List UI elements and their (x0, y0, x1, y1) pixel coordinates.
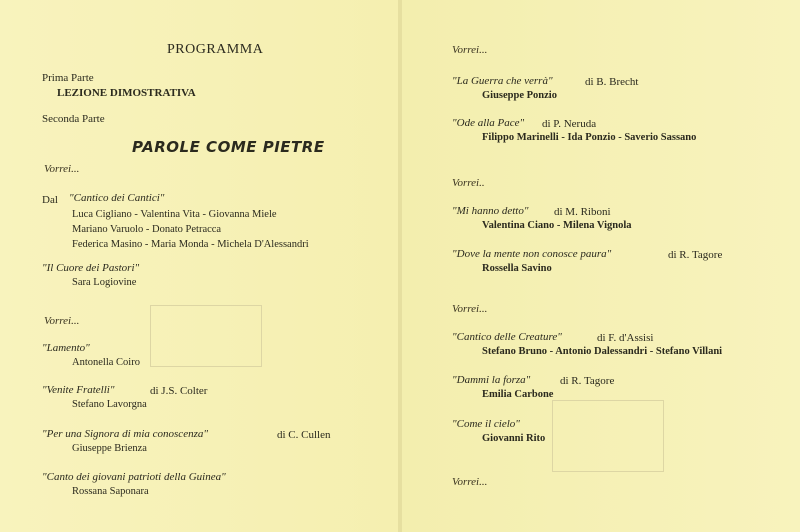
piece-author: di C. Cullen (277, 429, 331, 441)
program-heading: PROGRAMMA (167, 42, 264, 57)
piece-title: "Mi hanno detto" (452, 205, 529, 217)
right-page (402, 0, 800, 532)
dal-label: Dal (42, 194, 58, 206)
main-title: PAROLE COME PIETRE (132, 138, 325, 156)
vorrei-label: Vorrei... (452, 476, 488, 488)
performers: Sara Logiovine (72, 277, 137, 288)
performers: Rossana Saponara (72, 486, 149, 497)
performers: Antonella Coiro (72, 357, 140, 368)
piece-title: "Venite Fratelli" (42, 384, 115, 396)
piece-author: di P. Neruda (542, 118, 597, 130)
piece-title: "La Guerra che verrà" (452, 75, 553, 87)
piece-author: di M. Riboni (554, 206, 611, 218)
performers: Giuseppe Ponzio (482, 90, 557, 101)
part2-label: Seconda Parte (42, 113, 105, 125)
performers: Giovanni Rito (482, 433, 546, 444)
bleed-through-figure (150, 305, 262, 367)
piece-author: di R. Tagore (668, 249, 723, 261)
piece-title: "Per una Signora di mia conoscenza" (42, 428, 208, 440)
performers: Valentina Ciano - Milena Vignola (482, 220, 632, 231)
piece-title: "Ode alla Pace" (452, 117, 525, 129)
piece-title: "Dammi la forza" (452, 374, 531, 386)
performers: Filippo Marinelli - Ida Ponzio - Saverio Sassano (482, 132, 697, 143)
vorrei-label: Vorrei... (452, 44, 488, 56)
performers: Rossella Savino (482, 263, 552, 274)
vorrei-label: Vorrei.. (452, 177, 485, 189)
bleed-through-figure (552, 400, 664, 472)
piece-title: "Lamento" (42, 342, 90, 354)
performers: Mariano Varuolo - Donato Petracca (72, 224, 222, 235)
piece-title: "Cantico delle Creature" (452, 331, 562, 343)
vorrei-label: Vorrei... (452, 303, 488, 315)
performers: Luca Cigliano - Valentina Vita - Giovanna Miele (72, 209, 277, 220)
piece-title: "Il Cuore dei Pastori" (42, 262, 140, 274)
performers: Federica Masino - Maria Monda - Michela D'Alessandri (72, 239, 309, 250)
performers: Emilia Carbone (482, 389, 554, 400)
performers: Giuseppe Brienza (72, 443, 147, 454)
piece-author: di B. Brecht (585, 76, 639, 88)
piece-title: "Cantico dei Cantici" (69, 192, 165, 204)
piece-author: di J.S. Colter (150, 385, 208, 397)
piece-title: "Canto dei giovani patrioti della Guinea" (42, 471, 226, 483)
piece-title: "Come il cielo" (452, 418, 520, 430)
piece-title: "Dove la mente non conosce paura" (452, 248, 612, 260)
performers: Stefano Bruno - Antonio Dalessandri - Stefano Villani (482, 346, 723, 357)
piece-author: di F. d'Assisi (597, 332, 654, 344)
left-page (0, 0, 398, 532)
piece-author: di R. Tagore (560, 375, 615, 387)
part1-label: Prima Parte (42, 72, 94, 84)
vorrei-label: Vorrei... (44, 315, 80, 327)
vorrei-label: Vorrei... (44, 163, 80, 175)
part1-title: LEZIONE DIMOSTRATIVA (57, 87, 196, 99)
performers: Stefano Lavorgna (72, 399, 147, 410)
